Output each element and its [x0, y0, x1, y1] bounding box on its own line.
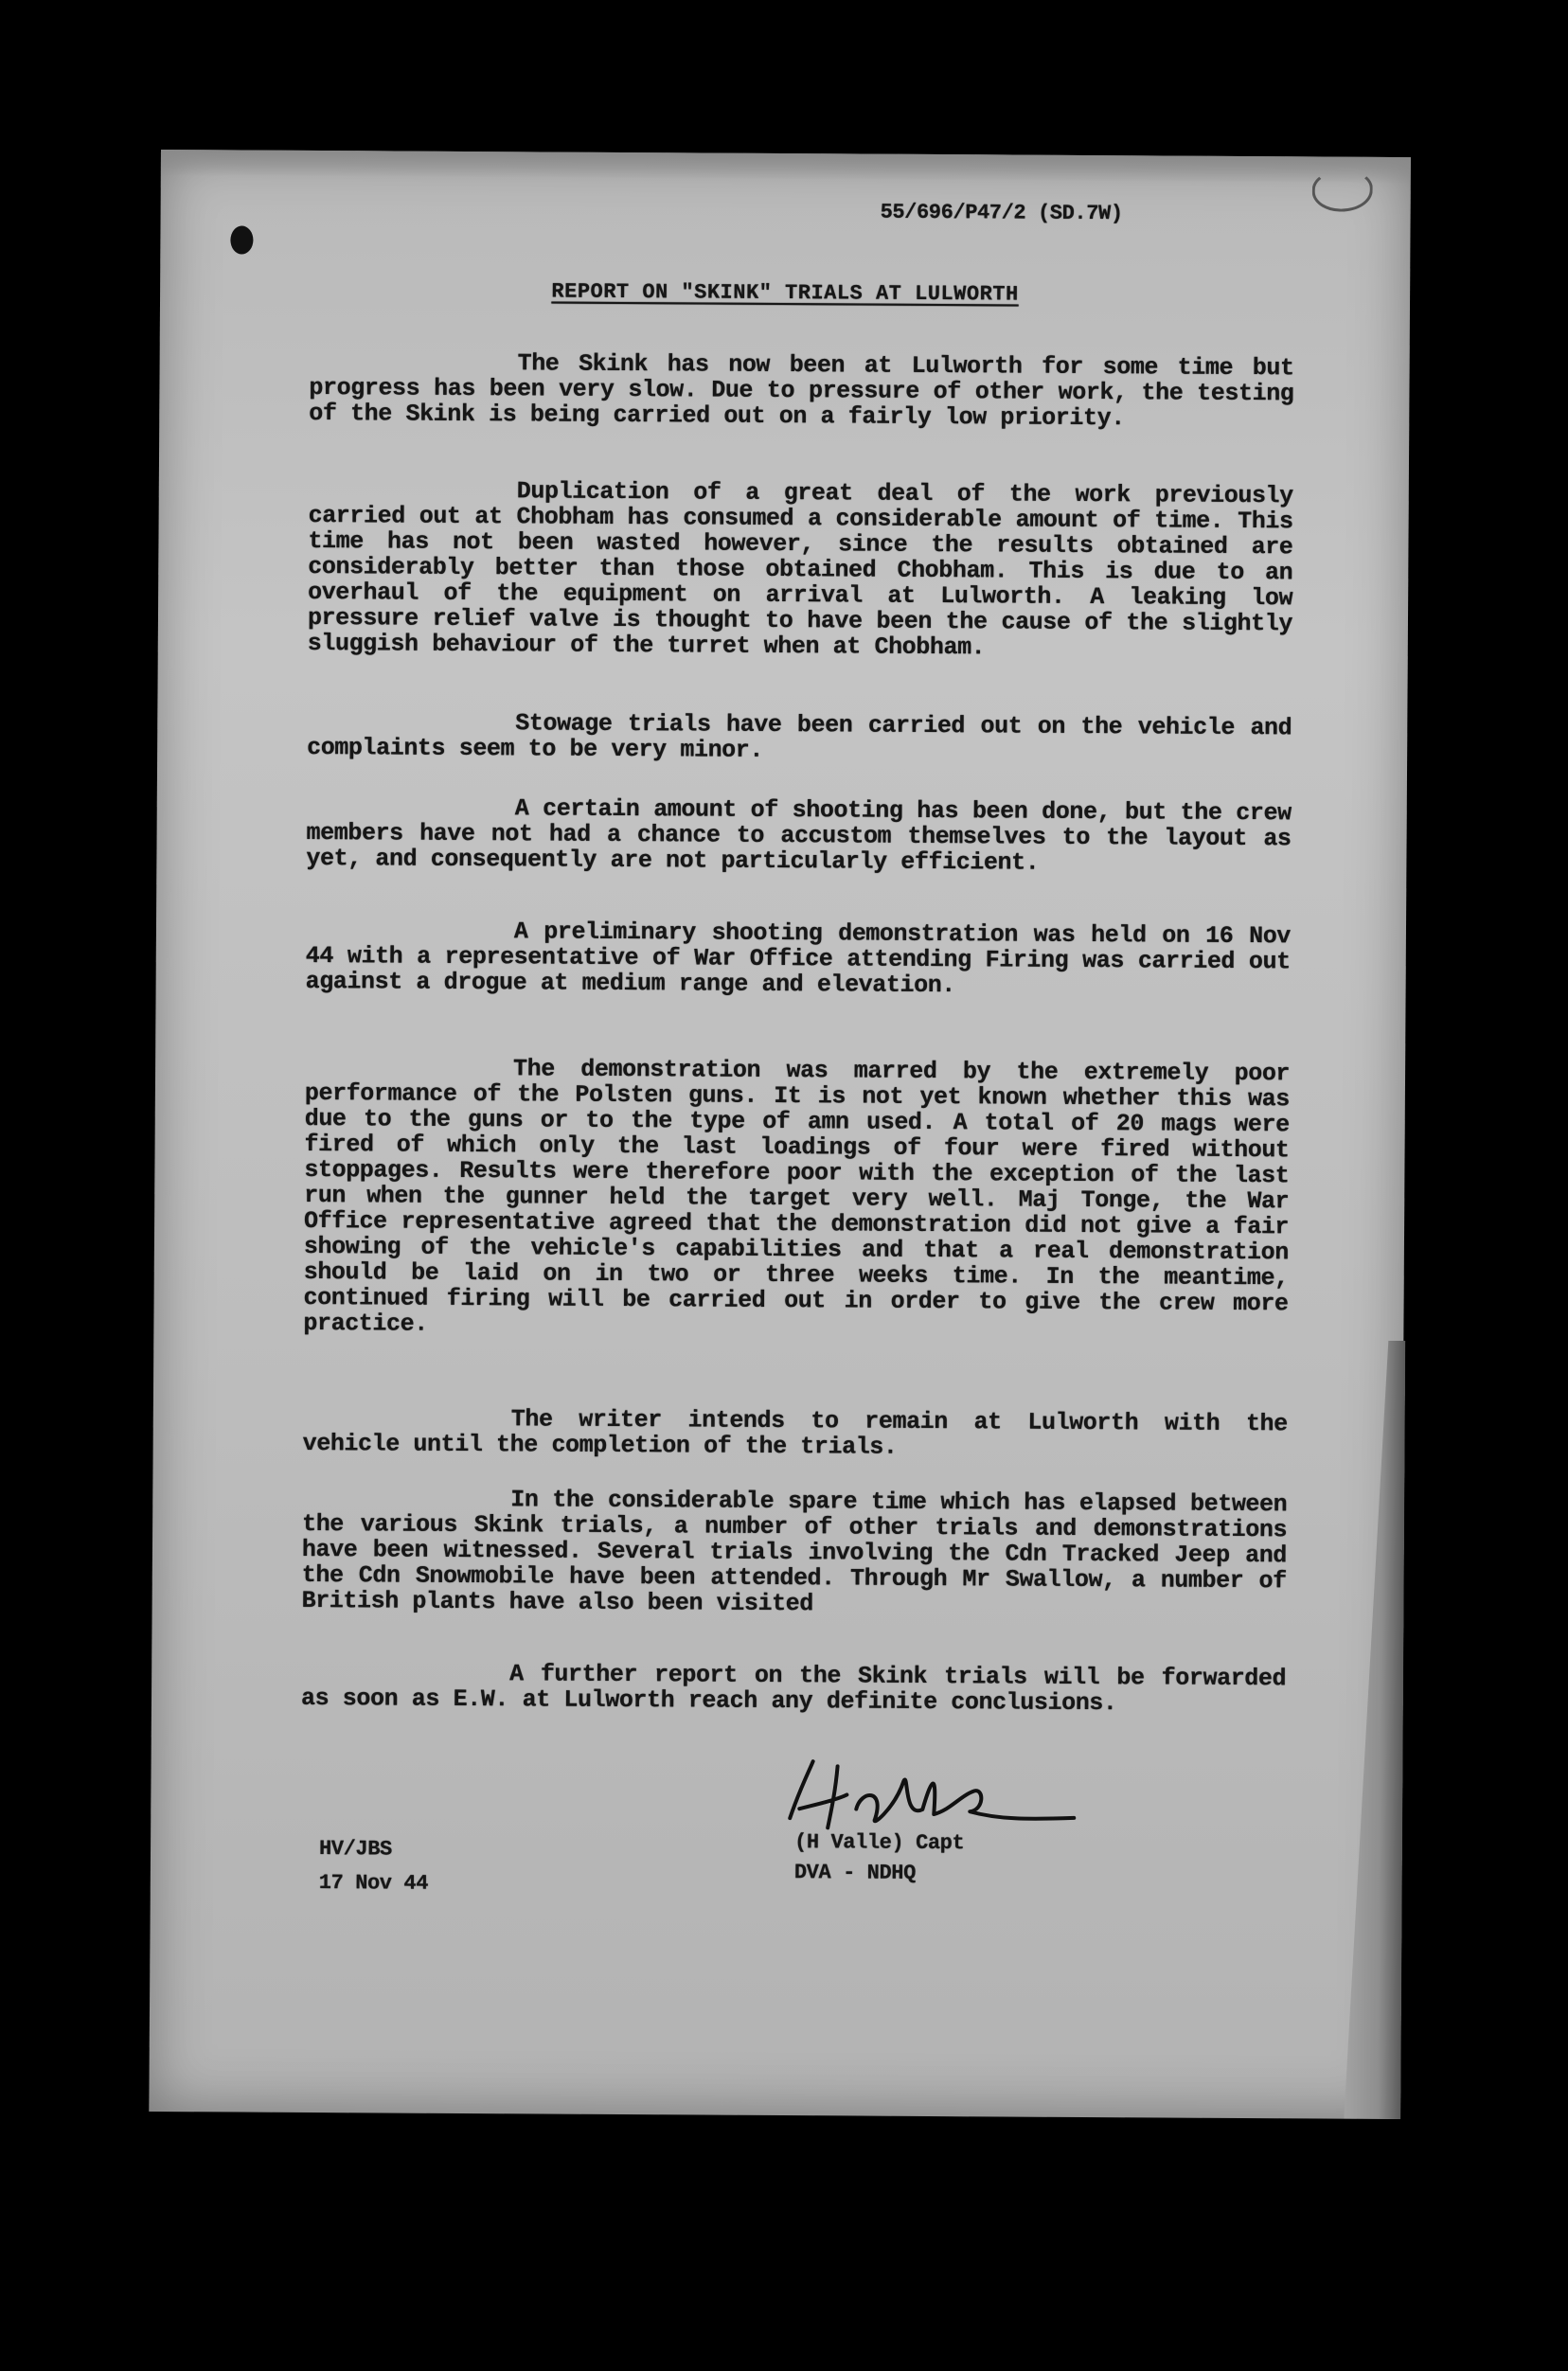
paragraph-9: A further report on the Skink trials will be forwarded as soon as E.W. at Lulworth reach any definite conclusions.: [300, 1660, 1287, 1718]
document-footer-left: [319, 1832, 429, 1901]
folded-page-edge: [1344, 1341, 1405, 2119]
initials: HV/JBS: [318, 1837, 392, 1862]
paragraph-3: Stowage trials have been carried out on the vehicle and complaints seem to be very minor.: [307, 709, 1292, 764]
document-page: [149, 150, 1411, 2119]
signatory-name: (H Valle) Capt: [794, 1830, 965, 1856]
paragraph-6: The demonstration was marred by the extremely poor performance of the Polsten guns. It is not yet known whether this was due to the guns or to the type of amn used. A total of 20 mags were fired of which only the last loadings of four were fired without stoppages. Results were therefore poor with the exception of the last run when the gunner held the target very well. Maj Tonge, the War Office representative agreed that the demonstration did not give a fair showing of the vehicle's capabilities and that a real demonstration should be laid on in two or three weeks time. In the meantime, continued firing will be carried out in order to give the crew more practice.: [303, 1055, 1291, 1338]
document-date: 17 Nov 44: [318, 1871, 429, 1896]
paragraph-4: A certain amount of shooting has been done, but the crew members have not had a chance to accustom themselves to the layout as yet, and consequently are not particularly efficient.: [306, 794, 1292, 877]
paragraph-5: A preliminary shooting demonstration was held on 16 Nov 44 with a representative of War Office attending Firing was carried out against a drogue at medium range and elevation.: [305, 918, 1292, 1000]
file-reference: 55/696/P47/2 (SD.7W): [880, 200, 1123, 226]
paragraph-2: Duplication of a great deal of the work previously carried out at Chobham has consumed a considerable amount of time. This time has not been wasted however, since the results obtained are considerably better than those obtained Chobham. This is due to an overhaul of the equipment on arrival at Lulworth. A leaking low pressure relief valve is thought to have been the cause of the slightly sluggish behaviour of the turret when at Chobham.: [307, 477, 1293, 662]
paragraph-8: In the considerable spare time which has elapsed between the various Skink trials, a number of other trials and demonstrations have been witnessed. Several trials involving the Cdn Tracked Jeep and the Cdn Snowmobile have been attended. Through Mr Swallow, a number of British plants have also been visited: [301, 1486, 1288, 1618]
paragraph-1: The Skink has now been at Lulworth for some time but progress has been very slow. Due to pressure of other work, the testing of the Skink is being carried out on a fairly low priority.: [309, 349, 1294, 433]
paragraph-7: The writer intends to remain at Lulworth with the vehicle until the completion of the trials.: [302, 1405, 1288, 1461]
punch-hole: [230, 225, 253, 254]
report-title: REPORT ON "SKINK" TRIALS AT LULWORTH: [551, 279, 1019, 307]
signatory-unit: DVA - NDHQ: [793, 1861, 917, 1885]
signature-block: [794, 1827, 965, 1889]
handwritten-corner-mark: [1312, 169, 1373, 211]
